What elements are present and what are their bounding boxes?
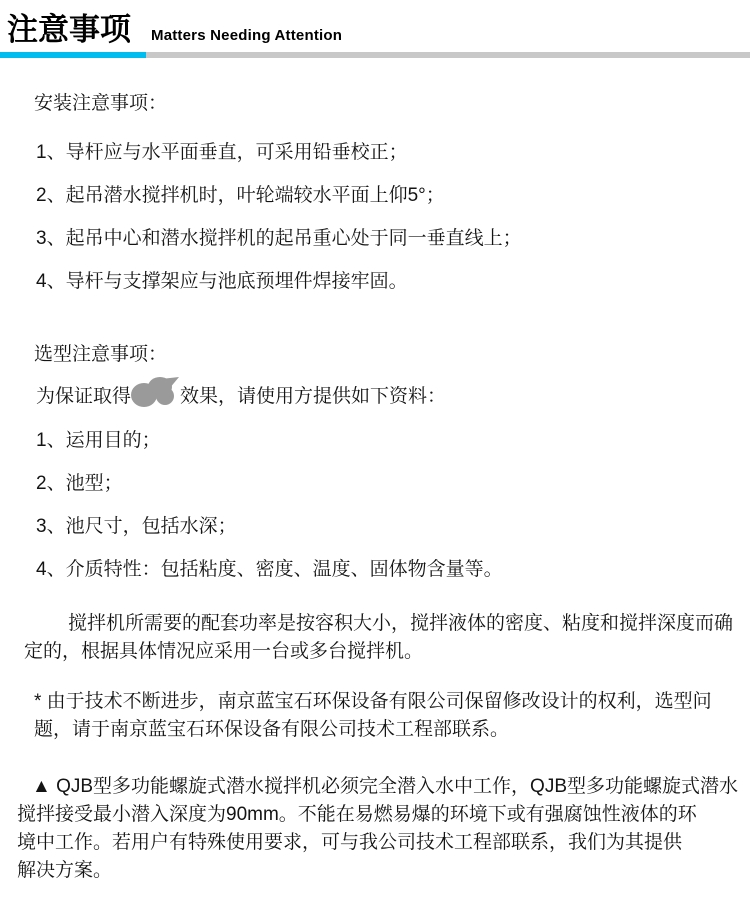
header-rule (0, 52, 750, 58)
selection-intro-before: 为保证取得 (36, 386, 132, 407)
selection-item-1: 1、运用目的； (36, 430, 161, 451)
selection-item-2: 2、池型； (36, 473, 123, 494)
operating-conditions-line: ▲ QJB型多功能螺旋式潜水搅拌机必须完全潜入水中工作，QJB型多功能螺旋式潜水 (32, 776, 738, 797)
power-requirement-note (24, 610, 750, 666)
header-rule-accent (0, 52, 146, 58)
header-rule-gray (146, 52, 750, 58)
design-rights-line: * 由于技术不断进步，南京蓝宝石环保设备有限公司保留修改设计的权利，选型问 (34, 691, 712, 712)
selection-heading: 选型注意事项： (34, 344, 168, 365)
installation-item-3: 3、起吊中心和潜水搅拌机的起吊重心处于同一垂直线上； (36, 228, 522, 249)
selection-item-4: 4、介质特性：包括粘度、密度、温度、固体物含量等。 (36, 559, 503, 580)
installation-item-4: 4、导杆与支撑架应与池底预埋件焊接牢固。 (36, 271, 408, 292)
operating-conditions-line: 解决方案。 (17, 860, 113, 881)
redaction-scribble (131, 384, 180, 402)
power-note-line: 定的，根据具体情况应采用一台或多台搅拌机。 (24, 641, 424, 662)
operating-conditions-line: 境中工作。若用户有特殊使用要求，可与我公司技术工程部联系，我们为其提供 (17, 832, 683, 853)
operating-conditions-line: 搅拌接受最小潜入深度为90mm。不能在易燃易爆的环境下或有强腐蚀性液体的环 (17, 804, 697, 825)
section-header (0, 0, 750, 58)
selection-intro-after: 效果，请使用方提供如下资料： (180, 386, 447, 407)
installation-heading: 安装注意事项： (34, 93, 168, 114)
title-row (0, 0, 750, 45)
installation-item-2: 2、起吊潜水搅拌机时，叶轮端较水平面上仰5°； (36, 185, 445, 206)
design-rights-note (34, 688, 750, 744)
design-rights-line: 题，请于南京蓝宝石环保设备有限公司技术工程部联系。 (34, 719, 510, 740)
page-title: 注意事项 (7, 12, 131, 47)
selection-item-3: 3、池尺寸，包括水深； (36, 516, 237, 537)
power-note-line: 搅拌机所需要的配套功率是按容积大小，搅拌液体的密度、粘度和搅拌深度而确 (68, 613, 734, 634)
page-title-english: Matters Needing Attention (151, 27, 343, 44)
installation-item-1: 1、导杆应与水平面垂直，可采用铅垂校正； (36, 142, 408, 163)
operating-conditions-note (17, 773, 750, 885)
document-body (0, 93, 750, 885)
selection-intro (36, 384, 750, 408)
